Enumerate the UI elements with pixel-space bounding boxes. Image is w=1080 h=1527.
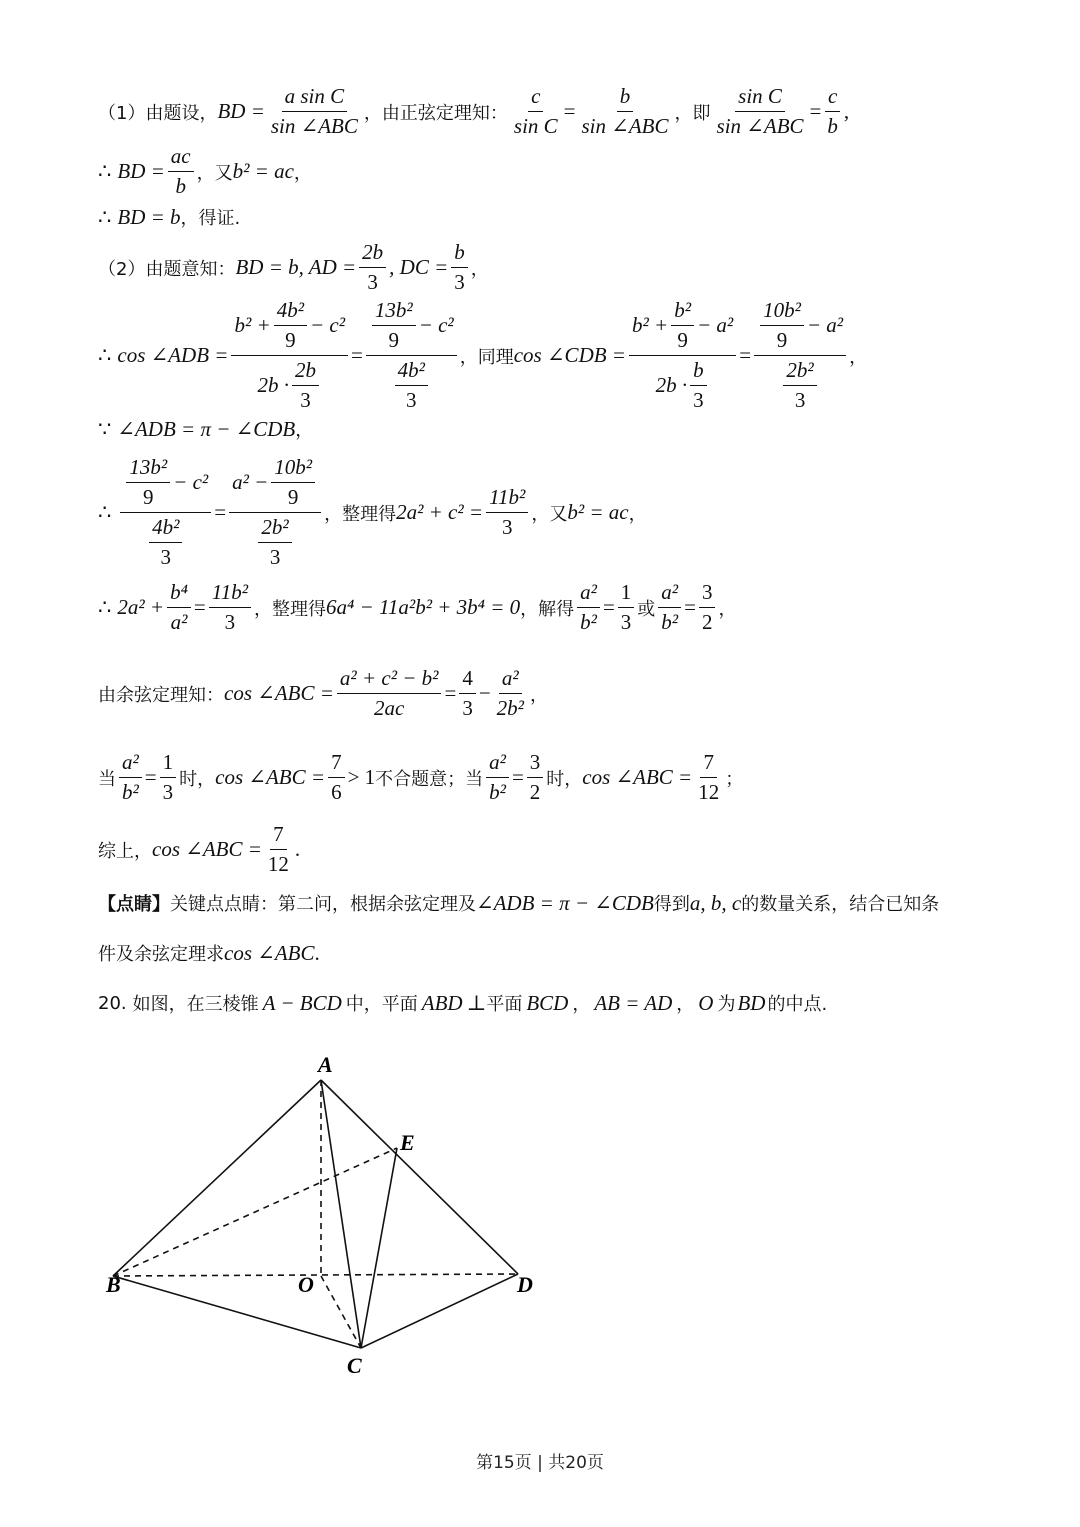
therefore-symbol: ∴ [98, 595, 112, 619]
edge-bc [113, 1276, 361, 1348]
sub-num: 2b² [783, 358, 816, 386]
result-num: 11b² [486, 485, 528, 513]
b-den: b [175, 174, 186, 198]
den: 2b² [496, 696, 524, 720]
ad-den: 3 [367, 270, 378, 294]
result-den: 3 [501, 515, 513, 539]
problem-text: ， [572, 994, 591, 1015]
label-d: D [517, 1272, 533, 1297]
equals: = [809, 99, 822, 123]
den: 3 [462, 696, 473, 720]
case1-value [160, 750, 177, 805]
den: b² [489, 780, 506, 804]
sub-num: 2b [292, 358, 319, 386]
cos-adb-big-fraction [231, 298, 348, 413]
term: 2a² + [117, 595, 165, 619]
b-den: b [827, 114, 838, 138]
period: . [294, 837, 301, 861]
sine-rule-text: ，由正弦定理知： [363, 102, 508, 124]
term: 2b · [655, 373, 688, 397]
problem-text: 中，平面 [345, 994, 418, 1015]
right-num [229, 455, 321, 513]
den: a² [170, 610, 188, 634]
ad-fraction [359, 240, 386, 295]
sub-num: 4b² [149, 515, 182, 543]
num: 7 [328, 750, 345, 778]
you-text: ，又 [531, 503, 568, 525]
dianjing-tag: 【点睛】 [98, 894, 170, 915]
value1 [618, 580, 635, 635]
comment-text: 关键点点睛：第二问，根据余弦定理及 [170, 894, 476, 915]
sub-fraction [760, 298, 804, 353]
sub-den: 3 [300, 388, 311, 412]
dc-den: 3 [454, 270, 465, 294]
edge-be-dashed [113, 1148, 397, 1276]
ratio-c-num: c [528, 84, 543, 112]
because-symbol: ∵ [98, 416, 112, 441]
zhengli-text: ，整理得 [324, 503, 397, 525]
ratio2-num: sin C [735, 84, 785, 112]
therefore-symbol: ∴ [98, 500, 112, 524]
cases-line [98, 750, 743, 805]
term: − a² [806, 313, 844, 337]
sub-den: 3 [794, 388, 806, 412]
num: b⁴ [167, 580, 191, 608]
term: − a² [697, 313, 734, 337]
sub-den: 3 [406, 388, 417, 412]
value2 [699, 580, 716, 635]
label-c: C [347, 1353, 362, 1378]
den: 3 [224, 610, 236, 634]
tetrahedron-name: A − BCD [262, 990, 342, 1015]
term: b² + [631, 313, 669, 337]
equation-line [98, 455, 647, 570]
ratio2-den: sin ∠ABC [716, 114, 804, 138]
greater-than-one: > 1 [347, 765, 376, 789]
point-o: O [698, 990, 714, 1015]
sub-den: 3 [160, 545, 172, 569]
equals: = [684, 595, 696, 619]
relation: b² = ac [232, 159, 294, 183]
term: − c² [309, 313, 346, 337]
comment-text: 件及余弦定理求 [98, 944, 224, 965]
label-o: O [298, 1272, 314, 1297]
cos-abc: cos ∠ABC [224, 940, 315, 965]
sub-num: b [690, 358, 707, 386]
c-over-b-fraction [824, 84, 841, 139]
part1-line [98, 84, 849, 139]
summary-label: 综上， [98, 840, 152, 862]
den: b² [122, 780, 139, 804]
angle-relation: ∠ADB = π − ∠CDB [117, 416, 296, 441]
left-fraction [120, 455, 211, 570]
cos-adb-line [98, 298, 867, 413]
dc-fraction [451, 240, 468, 295]
comma: ， [628, 503, 647, 525]
ratio-c-fraction [511, 84, 561, 139]
sub-fraction [274, 298, 307, 353]
cos-adb-numerator [231, 298, 348, 356]
comment-text: 的数量关系，结合已知条 [741, 894, 940, 915]
equals: = [193, 595, 206, 619]
line3 [98, 204, 240, 230]
cos-abc-lhs: cos ∠ABC = [215, 765, 326, 789]
ad-num: 2b [359, 240, 386, 268]
equals: = [144, 765, 157, 789]
case1-ratio [119, 750, 142, 805]
problem-number: 20. [98, 992, 127, 1014]
relation: b² = ac [567, 500, 629, 524]
comma: , [843, 99, 850, 123]
case2-value [527, 750, 544, 805]
problem-text: 平面 [486, 994, 523, 1015]
bd-equals-b: BD = b [117, 204, 181, 229]
summary-line [98, 822, 300, 877]
problem-text: ， [676, 994, 695, 1015]
num: 1 [160, 750, 177, 778]
ratio-b-fraction [579, 84, 672, 139]
sub-fraction [258, 515, 291, 570]
den: b² [661, 610, 679, 634]
because-line [98, 416, 313, 442]
part2-label: （2）由题意知： [98, 258, 236, 280]
sub-num: 13b² [372, 298, 416, 326]
reject-text: 不合题意；当 [375, 768, 484, 790]
sub-num: 4b² [274, 298, 307, 326]
cos-abc-lhs: cos ∠ABC = [224, 681, 334, 705]
plane-abd: ABD [421, 990, 463, 1015]
equals: = [351, 343, 363, 367]
jiede-text: ，解得 [520, 598, 575, 620]
equals: = [214, 500, 227, 524]
polynomial: 6a⁴ − 11a²b² + 3b⁴ = 0 [326, 595, 521, 619]
left-num [120, 455, 211, 513]
den: b² [580, 610, 597, 634]
cos-cdb-simplified [754, 298, 846, 413]
cos-cdb-denominator [653, 356, 713, 413]
b4-over-a2 [167, 580, 191, 635]
sub-den: 9 [388, 328, 400, 352]
equals: = [444, 681, 457, 705]
cosine-fraction [337, 666, 442, 721]
cosine-rule-label: 由余弦定理知： [98, 684, 224, 706]
simplified-num [754, 298, 846, 356]
variables: a, b, c [689, 890, 742, 915]
case1-result [328, 750, 345, 805]
tongli-text: ，同理 [459, 346, 514, 368]
angle-relation: ∠ADB = π − ∠CDB [476, 890, 654, 915]
equals: = [563, 99, 576, 123]
term: a² − [232, 470, 269, 494]
sub-fraction [271, 455, 315, 510]
sub-den: 3 [269, 545, 281, 569]
zhengli-text: ，整理得 [254, 598, 326, 620]
den: 2 [701, 610, 713, 634]
comment-line1 [98, 890, 939, 916]
bd-num: a sin C [282, 84, 348, 112]
you-text: ，又 [196, 162, 233, 184]
sub-fraction [783, 358, 816, 413]
ratio2-fraction [714, 84, 807, 139]
solve-line [98, 580, 736, 635]
ab-equals-ad: AB = AD [594, 990, 673, 1015]
den: 2ac [374, 696, 405, 720]
edge-ad [321, 1080, 518, 1274]
case2-ratio [486, 750, 509, 805]
problem-text: 如图，在三棱锥 [132, 994, 259, 1015]
sub-num: 2b² [258, 515, 291, 543]
semicolon: ； [725, 768, 744, 790]
ratio2 [658, 580, 681, 635]
plane-bcd: BCD [526, 990, 569, 1015]
sub-fraction [292, 358, 319, 413]
sub-num: 13b² [126, 455, 170, 483]
ratio-c-den: sin C [513, 114, 558, 138]
term: − c² [418, 313, 454, 337]
line2 [98, 144, 312, 199]
edge-ce [361, 1148, 397, 1348]
therefore-symbol: ∴ [98, 159, 112, 183]
comma: ， [293, 162, 312, 184]
bd-lhs: BD = [117, 159, 165, 183]
simplified-den [777, 356, 822, 413]
tetrahedron-figure [0, 1040, 600, 1390]
right-fraction [229, 455, 321, 570]
ratio1 [577, 580, 600, 635]
num: a² [119, 750, 142, 778]
problem-text: 为 [717, 994, 736, 1015]
edge-bd-dashed [113, 1274, 518, 1276]
sub-num: 4b² [395, 358, 428, 386]
equals: = [602, 595, 615, 619]
sub-fraction [372, 298, 416, 353]
comma: ， [470, 258, 489, 280]
sub-num: 10b² [271, 455, 315, 483]
cos-adb-lhs: cos ∠ADB = [117, 343, 229, 367]
den: 12 [698, 780, 720, 804]
edge-ab [113, 1080, 321, 1276]
cos-cdb-numerator [629, 298, 736, 356]
num: a² + c² − b² [337, 666, 442, 694]
therefore-symbol: ∴ [98, 343, 112, 367]
sub-den: 9 [143, 485, 154, 509]
equals: = [511, 765, 524, 789]
label-e: E [400, 1130, 415, 1155]
segment-bd: BD [737, 990, 766, 1015]
shi-text: 时， [179, 768, 216, 790]
sub-fraction [149, 515, 182, 570]
a2-over-2b2 [494, 666, 527, 721]
proved-text: ，得证. [180, 208, 241, 229]
sub-den: 9 [677, 328, 688, 352]
problem-text: 的中点. [767, 994, 828, 1015]
cos-cdb-big-fraction [629, 298, 736, 413]
sub-fraction [126, 455, 170, 510]
cos-abc-lhs: cos ∠ABC = [152, 837, 262, 861]
left-den [143, 513, 188, 570]
cos-abc-lhs: cos ∠ABC = [582, 765, 693, 789]
c-num: c [825, 84, 840, 112]
comment-line2 [98, 940, 320, 966]
comma: ， [529, 684, 548, 706]
label-a: A [318, 1052, 333, 1077]
case2-result [695, 750, 722, 805]
num: 7 [700, 750, 717, 778]
cos-adb-simplified [366, 298, 457, 413]
minus: − [478, 681, 491, 705]
num: a² [658, 580, 681, 608]
perp-symbol: ⊥ [466, 990, 487, 1015]
comma: ， [718, 598, 737, 620]
bd-symbol: BD = [217, 99, 265, 123]
problem-20 [98, 990, 827, 1016]
11b2-over-3 [209, 580, 251, 635]
sub-den: 3 [693, 388, 704, 412]
part2-expr2: , DC = [389, 255, 449, 279]
sub-den: 9 [285, 328, 296, 352]
result-lhs: 2a² + c² = [396, 500, 484, 524]
term: − c² [173, 470, 209, 494]
cos-adb-denominator [255, 356, 326, 413]
term: b² + [234, 313, 271, 337]
num: a² [577, 580, 600, 608]
ac-over-b [168, 144, 194, 199]
sub-fraction [690, 358, 707, 413]
num: 4 [459, 666, 476, 694]
ac-num: ac [168, 144, 194, 172]
period: . [314, 940, 320, 965]
num: 11b² [209, 580, 251, 608]
sub-num: 10b² [760, 298, 804, 326]
ratio-b-den: sin ∠ABC [581, 114, 669, 138]
num: 3 [527, 750, 544, 778]
sub-num: b² [671, 298, 694, 326]
comma: ， [849, 346, 868, 368]
result-fraction [486, 485, 528, 540]
part2-expr1: BD = b, AD = [235, 255, 357, 279]
ji-text: ，即 [674, 102, 711, 124]
huo-text: 或 [637, 598, 656, 620]
simplified-num [366, 298, 457, 356]
comma: ， [295, 420, 314, 441]
final-answer [265, 822, 292, 877]
shi-text: 时， [546, 768, 583, 790]
sub-den: 9 [287, 485, 299, 509]
simplified-den [389, 356, 434, 413]
term: 2b · [257, 373, 289, 397]
num: 3 [699, 580, 716, 608]
sub-fraction [671, 298, 694, 353]
label-b: B [106, 1272, 121, 1297]
part1-label: （1）由题设， [98, 102, 218, 124]
bd-den: sin ∠ABC [270, 114, 358, 138]
sub-fraction [395, 358, 428, 413]
equals: = [739, 343, 752, 367]
edge-ac [321, 1080, 361, 1348]
part2-line [98, 240, 489, 295]
bd-fraction [268, 84, 361, 139]
dc-num: b [451, 240, 468, 268]
therefore-symbol: ∴ [98, 204, 112, 229]
den: 3 [162, 780, 174, 804]
num: 7 [270, 822, 287, 850]
page-footer: 第15页 | 共20页 [476, 1453, 604, 1473]
right-den [252, 513, 297, 570]
cos-cdb-lhs: cos ∠CDB = [513, 343, 626, 367]
ratio-b-num: b [617, 84, 634, 112]
num: a² [486, 750, 509, 778]
sub-den: 9 [776, 328, 788, 352]
den: 6 [331, 780, 342, 804]
den: 2 [529, 780, 541, 804]
den: 12 [267, 852, 289, 876]
num: 1 [618, 580, 635, 608]
comment-text: 得到 [653, 894, 690, 915]
dang-text: 当 [98, 768, 116, 790]
edge-cd [361, 1274, 518, 1348]
num: a² [499, 666, 522, 694]
den: 3 [620, 610, 632, 634]
four-thirds [459, 666, 476, 721]
cosine-rule-line [98, 666, 548, 721]
